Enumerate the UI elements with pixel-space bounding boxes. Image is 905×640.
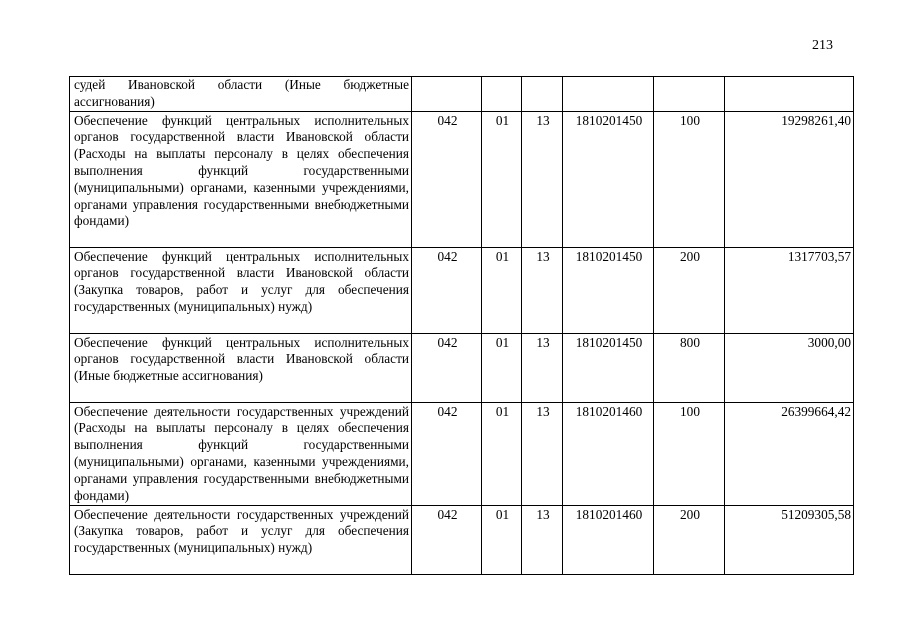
table-row (70, 77, 854, 112)
table-row (70, 505, 854, 574)
section-code: 01 (482, 333, 522, 402)
row-description: судей Ивановской области (Иные бюджетные ассигнования) (70, 77, 412, 112)
target-article-code: 1810201450 (563, 247, 654, 333)
table-row (70, 333, 854, 402)
target-article-code (563, 77, 654, 112)
table-row (70, 111, 854, 247)
row-description: Обеспечение деятельности государственных учреждений (Закупка товаров, работ и услуг для обеспечения государственных (муниципальных) нужд) (70, 505, 412, 574)
subsection-code: 13 (522, 505, 563, 574)
row-description: Обеспечение функций центральных исполнительных органов государственной власти Ивановской области (Иные бюджетные ассигнования) (70, 333, 412, 402)
subsection-code: 13 (522, 111, 563, 247)
ministry-code: 042 (412, 402, 482, 505)
expense-type-code: 800 (654, 333, 725, 402)
section-code: 01 (482, 247, 522, 333)
page-number: 213 (812, 38, 833, 53)
target-article-code: 1810201460 (563, 402, 654, 505)
amount: 26399664,42 (725, 402, 854, 505)
budget-table (69, 76, 854, 575)
target-article-code: 1810201450 (563, 333, 654, 402)
subsection-code: 13 (522, 333, 563, 402)
section-code: 01 (482, 111, 522, 247)
subsection-code: 13 (522, 247, 563, 333)
ministry-code (412, 77, 482, 112)
expense-type-code: 200 (654, 247, 725, 333)
amount: 19298261,40 (725, 111, 854, 247)
ministry-code: 042 (412, 505, 482, 574)
ministry-code: 042 (412, 111, 482, 247)
section-code (482, 77, 522, 112)
row-description: Обеспечение деятельности государственных учреждений (Расходы на выплаты персоналу в целях обеспечения выполнения функций государственными (муниципальными) органами, казенными учреждениями, органами управления государственными внебюджетными фондами) (70, 402, 412, 505)
subsection-code: 13 (522, 402, 563, 505)
expense-type-code: 100 (654, 402, 725, 505)
expense-type-code: 200 (654, 505, 725, 574)
amount: 3000,00 (725, 333, 854, 402)
amount: 51209305,58 (725, 505, 854, 574)
section-code: 01 (482, 505, 522, 574)
amount: 1317703,57 (725, 247, 854, 333)
amount (725, 77, 854, 112)
ministry-code: 042 (412, 333, 482, 402)
section-code: 01 (482, 402, 522, 505)
expense-type-code: 100 (654, 111, 725, 247)
target-article-code: 1810201460 (563, 505, 654, 574)
row-description: Обеспечение функций центральных исполнительных органов государственной власти Ивановской области (Закупка товаров, работ и услуг для обеспечения государственных (муниципальных) нужд) (70, 247, 412, 333)
ministry-code: 042 (412, 247, 482, 333)
row-description: Обеспечение функций центральных исполнительных органов государственной власти Ивановской области (Расходы на выплаты персоналу в целях обеспечения выполнения функций государственными (муниципальными) органами, казенными учреждениями, органами управления государственными внебюджетными фондами) (70, 111, 412, 247)
table-row (70, 247, 854, 333)
table-row (70, 402, 854, 505)
target-article-code: 1810201450 (563, 111, 654, 247)
subsection-code (522, 77, 563, 112)
expense-type-code (654, 77, 725, 112)
